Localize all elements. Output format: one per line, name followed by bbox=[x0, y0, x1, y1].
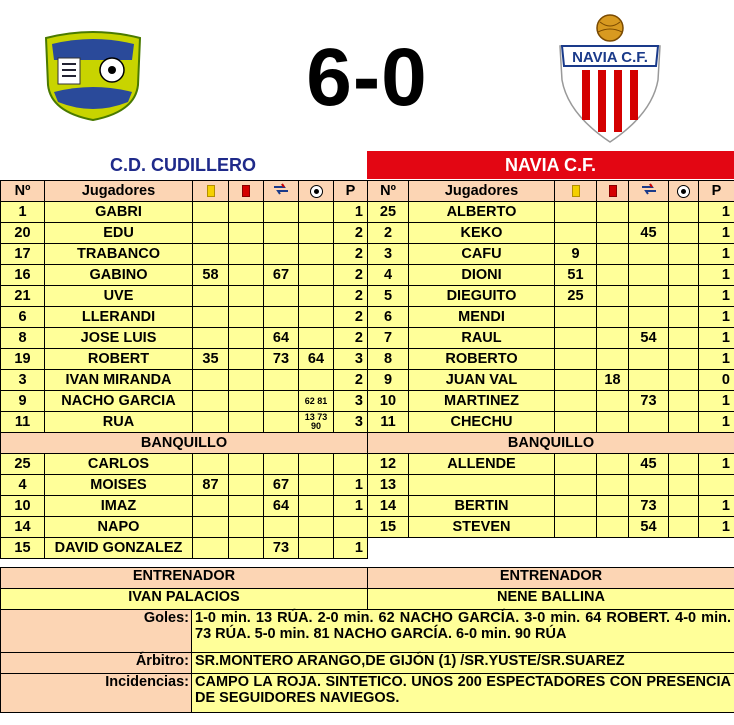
goal-minutes: 64 bbox=[299, 349, 334, 370]
home-coach-label: ENTRENADOR bbox=[1, 568, 368, 589]
yellow-card-minute bbox=[193, 328, 229, 349]
player-number: 9 bbox=[368, 370, 409, 391]
player-number: 3 bbox=[368, 244, 409, 265]
red-card-minute bbox=[229, 286, 264, 307]
player-number: 4 bbox=[1, 475, 45, 496]
yellow-card-minute: 58 bbox=[193, 265, 229, 286]
red-card-minute bbox=[597, 517, 629, 538]
player-points: 0 bbox=[699, 370, 734, 391]
player-points: 2 bbox=[334, 265, 368, 286]
players-header: Jugadores bbox=[409, 181, 555, 202]
red-card-minute bbox=[597, 328, 629, 349]
player-name: DAVID GONZALEZ bbox=[45, 538, 193, 559]
goal-minutes bbox=[669, 475, 699, 496]
player-number: 2 bbox=[368, 223, 409, 244]
substitution-minute: 73 bbox=[264, 538, 299, 559]
goal-minutes bbox=[669, 517, 699, 538]
goal-minutes bbox=[669, 223, 699, 244]
red-card-header bbox=[597, 181, 629, 202]
player-number: 19 bbox=[1, 349, 45, 370]
player-name: ROBERTO bbox=[409, 349, 555, 370]
goal-minutes bbox=[299, 328, 334, 349]
red-card-minute bbox=[597, 223, 629, 244]
red-card-minute bbox=[229, 538, 264, 559]
red-card-icon bbox=[242, 185, 250, 197]
yellow-card-minute bbox=[555, 454, 597, 475]
goal-minutes bbox=[669, 286, 699, 307]
match-header bbox=[0, 0, 734, 150]
player-number: 15 bbox=[1, 538, 45, 559]
table-row bbox=[368, 391, 734, 412]
player-points: 1 bbox=[699, 223, 734, 244]
player-name: ROBERT bbox=[45, 349, 193, 370]
red-card-minute bbox=[597, 454, 629, 475]
red-card-minute bbox=[229, 265, 264, 286]
table-row bbox=[1, 517, 368, 538]
player-name: UVE bbox=[45, 286, 193, 307]
player-name: DIONI bbox=[409, 265, 555, 286]
player-points: 1 bbox=[699, 496, 734, 517]
table-row bbox=[368, 475, 734, 496]
red-card-minute bbox=[229, 370, 264, 391]
substitution-minute bbox=[629, 475, 669, 496]
player-name: IVAN MIRANDA bbox=[45, 370, 193, 391]
player-points: 1 bbox=[699, 412, 734, 433]
player-points bbox=[699, 475, 734, 496]
player-name: KEKO bbox=[409, 223, 555, 244]
table-row bbox=[368, 454, 734, 475]
player-points: 1 bbox=[334, 496, 368, 517]
substitution-minute bbox=[629, 202, 669, 223]
red-card-minute bbox=[597, 349, 629, 370]
goal-minutes: 13 73 90 bbox=[299, 412, 334, 433]
yellow-card-minute: 9 bbox=[555, 244, 597, 265]
substitution-minute: 73 bbox=[629, 496, 669, 517]
substitution-minute bbox=[629, 307, 669, 328]
substitution-minute: 67 bbox=[264, 265, 299, 286]
substitution-minute bbox=[264, 223, 299, 244]
player-points: 2 bbox=[334, 370, 368, 391]
player-number: 14 bbox=[1, 517, 45, 538]
goal-ball-icon bbox=[677, 185, 690, 198]
table-row bbox=[1, 496, 368, 517]
table-row bbox=[368, 223, 734, 244]
substitution-minute bbox=[629, 349, 669, 370]
yellow-card-minute bbox=[193, 538, 229, 559]
yellow-card-minute: 35 bbox=[193, 349, 229, 370]
player-name: TRABANCO bbox=[45, 244, 193, 265]
yellow-card-minute bbox=[193, 412, 229, 433]
goal-minutes bbox=[299, 454, 334, 475]
player-number: 6 bbox=[1, 307, 45, 328]
player-points bbox=[334, 454, 368, 475]
player-points: 1 bbox=[699, 244, 734, 265]
substitution-minute bbox=[264, 454, 299, 475]
yellow-card-minute bbox=[555, 412, 597, 433]
referee-text: SR.MONTERO ARANGO,DE GIJÓN (1) /SR.YUSTE/SR.SUAREZ bbox=[192, 653, 734, 674]
goal-minutes bbox=[669, 244, 699, 265]
yellow-card-minute bbox=[193, 202, 229, 223]
player-number: 13 bbox=[368, 475, 409, 496]
player-name: DIEGUITO bbox=[409, 286, 555, 307]
yellow-card-minute: 87 bbox=[193, 475, 229, 496]
players-header: Jugadores bbox=[45, 181, 193, 202]
player-points: 1 bbox=[699, 454, 734, 475]
yellow-card-minute bbox=[555, 517, 597, 538]
yellow-card-minute bbox=[193, 307, 229, 328]
yellow-card-minute bbox=[193, 454, 229, 475]
table-row bbox=[1, 286, 368, 307]
player-points: 1 bbox=[699, 517, 734, 538]
red-card-minute bbox=[229, 244, 264, 265]
player-number: 21 bbox=[1, 286, 45, 307]
player-points: 2 bbox=[334, 244, 368, 265]
goal-minutes bbox=[299, 370, 334, 391]
red-card-minute bbox=[229, 475, 264, 496]
goal-minutes bbox=[669, 370, 699, 391]
player-points: 3 bbox=[334, 391, 368, 412]
player-points: 3 bbox=[334, 349, 368, 370]
goal-minutes bbox=[669, 412, 699, 433]
goal-minutes bbox=[669, 391, 699, 412]
substitution-minute bbox=[264, 286, 299, 307]
player-name: BERTIN bbox=[409, 496, 555, 517]
substitution-header bbox=[264, 181, 299, 202]
table-row bbox=[368, 286, 734, 307]
player-points: 1 bbox=[699, 202, 734, 223]
table-row bbox=[368, 349, 734, 370]
yellow-card-minute bbox=[555, 391, 597, 412]
yellow-card-minute bbox=[555, 475, 597, 496]
goal-minutes bbox=[299, 517, 334, 538]
table-row bbox=[368, 265, 734, 286]
table-row bbox=[1, 244, 368, 265]
red-card-minute bbox=[597, 475, 629, 496]
player-name: CAFU bbox=[409, 244, 555, 265]
player-points: 1 bbox=[334, 538, 368, 559]
red-card-minute bbox=[229, 328, 264, 349]
table-row bbox=[1, 412, 368, 433]
player-number: 10 bbox=[1, 496, 45, 517]
substitution-icon bbox=[641, 183, 657, 199]
substitution-minute: 45 bbox=[629, 454, 669, 475]
away-bench-row bbox=[368, 433, 734, 454]
substitution-minute: 64 bbox=[264, 496, 299, 517]
player-number: 15 bbox=[368, 517, 409, 538]
bench-label: BANQUILLO bbox=[368, 433, 734, 454]
red-card-minute bbox=[597, 391, 629, 412]
yellow-card-icon bbox=[572, 185, 580, 197]
points-header: P bbox=[334, 181, 368, 202]
yellow-card-minute bbox=[193, 223, 229, 244]
red-card-minute bbox=[229, 496, 264, 517]
referee-label: Árbitro: bbox=[1, 653, 192, 674]
table-row bbox=[368, 517, 734, 538]
table-row bbox=[368, 412, 734, 433]
player-number: 12 bbox=[368, 454, 409, 475]
navia-crest-logo bbox=[552, 14, 668, 144]
red-card-minute bbox=[597, 412, 629, 433]
player-points: 1 bbox=[699, 265, 734, 286]
player-number: 4 bbox=[368, 265, 409, 286]
table-row bbox=[1, 349, 368, 370]
player-name: RUA bbox=[45, 412, 193, 433]
navia-crest-text: NAVIA C.F. bbox=[572, 49, 648, 66]
substitution-minute: 64 bbox=[264, 328, 299, 349]
substitution-minute bbox=[264, 391, 299, 412]
player-number: 17 bbox=[1, 244, 45, 265]
yellow-card-minute bbox=[193, 517, 229, 538]
table-row bbox=[1, 307, 368, 328]
yellow-card-icon bbox=[207, 185, 215, 197]
goal-minutes bbox=[299, 244, 334, 265]
player-points bbox=[334, 517, 368, 538]
substitution-minute bbox=[629, 244, 669, 265]
yellow-card-minute bbox=[193, 391, 229, 412]
table-row bbox=[1, 265, 368, 286]
player-number: 8 bbox=[368, 349, 409, 370]
goal-minutes bbox=[299, 223, 334, 244]
goal-minutes bbox=[669, 307, 699, 328]
red-card-minute bbox=[229, 391, 264, 412]
goal-minutes bbox=[669, 265, 699, 286]
substitution-minute bbox=[629, 265, 669, 286]
substitution-minute: 73 bbox=[629, 391, 669, 412]
goal-minutes bbox=[669, 202, 699, 223]
goal-minutes bbox=[299, 307, 334, 328]
player-name: MENDI bbox=[409, 307, 555, 328]
player-number: 8 bbox=[1, 328, 45, 349]
incidents-label: Incidencias: bbox=[1, 674, 192, 713]
goals-label: Goles: bbox=[1, 610, 192, 653]
player-name: ALBERTO bbox=[409, 202, 555, 223]
player-points: 2 bbox=[334, 286, 368, 307]
goal-minutes bbox=[669, 328, 699, 349]
player-name: JOSE LUIS bbox=[45, 328, 193, 349]
red-card-minute bbox=[597, 286, 629, 307]
home-header-row bbox=[1, 181, 368, 202]
player-number: 25 bbox=[1, 454, 45, 475]
table-row bbox=[1, 223, 368, 244]
goal-minutes bbox=[669, 454, 699, 475]
table-row bbox=[368, 496, 734, 517]
player-number: 10 bbox=[368, 391, 409, 412]
substitution-minute: 54 bbox=[629, 517, 669, 538]
player-name: CHECHU bbox=[409, 412, 555, 433]
goal-minutes bbox=[299, 496, 334, 517]
red-card-minute bbox=[229, 517, 264, 538]
substitution-minute bbox=[264, 517, 299, 538]
player-points: 2 bbox=[334, 223, 368, 244]
match-summary-table bbox=[0, 567, 734, 713]
player-points: 1 bbox=[699, 328, 734, 349]
table-row bbox=[368, 307, 734, 328]
goals-header bbox=[669, 181, 699, 202]
player-number: 14 bbox=[368, 496, 409, 517]
player-points: 1 bbox=[699, 286, 734, 307]
player-name: NACHO GARCIA bbox=[45, 391, 193, 412]
final-score: 6-0 bbox=[306, 32, 428, 123]
player-points: 1 bbox=[699, 349, 734, 370]
player-name: CARLOS bbox=[45, 454, 193, 475]
away-header-row bbox=[368, 181, 734, 202]
player-number: 7 bbox=[368, 328, 409, 349]
yellow-card-minute bbox=[193, 244, 229, 265]
player-name: LLERANDI bbox=[45, 307, 193, 328]
player-name: STEVEN bbox=[409, 517, 555, 538]
table-row bbox=[368, 244, 734, 265]
red-card-header bbox=[229, 181, 264, 202]
red-card-minute bbox=[597, 307, 629, 328]
red-card-minute: 18 bbox=[597, 370, 629, 391]
table-row bbox=[1, 202, 368, 223]
yellow-card-minute bbox=[555, 328, 597, 349]
yellow-card-minute bbox=[555, 496, 597, 517]
table-row bbox=[368, 370, 734, 391]
red-card-minute bbox=[229, 454, 264, 475]
substitution-minute: 45 bbox=[629, 223, 669, 244]
yellow-card-minute bbox=[193, 370, 229, 391]
player-points: 2 bbox=[334, 328, 368, 349]
goal-minutes bbox=[299, 475, 334, 496]
yellow-card-header bbox=[193, 181, 229, 202]
red-card-minute bbox=[597, 265, 629, 286]
red-card-minute bbox=[229, 202, 264, 223]
goal-minutes bbox=[299, 202, 334, 223]
red-card-icon bbox=[609, 185, 617, 197]
goal-minutes bbox=[299, 538, 334, 559]
substitution-minute: 67 bbox=[264, 475, 299, 496]
player-name: JUAN VAL bbox=[409, 370, 555, 391]
yellow-card-minute bbox=[193, 286, 229, 307]
player-points: 1 bbox=[699, 307, 734, 328]
home-coach-name: IVAN PALACIOS bbox=[1, 589, 368, 610]
goal-ball-icon bbox=[310, 185, 323, 198]
player-name: GABINO bbox=[45, 265, 193, 286]
yellow-card-minute bbox=[193, 496, 229, 517]
table-row bbox=[1, 475, 368, 496]
yellow-card-minute bbox=[555, 349, 597, 370]
player-points: 2 bbox=[334, 307, 368, 328]
yellow-card-minute bbox=[555, 202, 597, 223]
substitution-minute bbox=[629, 412, 669, 433]
substitution-minute bbox=[629, 286, 669, 307]
incidents-text: CAMPO LA ROJA. SINTETICO. UNOS 200 ESPECTADORES CON PRESENCIA DE SEGUIDORES NAVIEGOS. bbox=[192, 674, 734, 713]
player-name: MARTINEZ bbox=[409, 391, 555, 412]
player-number: 5 bbox=[368, 286, 409, 307]
away-coach-label: ENTRENADOR bbox=[368, 568, 734, 589]
yellow-card-header bbox=[555, 181, 597, 202]
table-row bbox=[368, 202, 734, 223]
player-name: NAPO bbox=[45, 517, 193, 538]
away-lineup-table bbox=[367, 180, 734, 538]
yellow-card-minute: 51 bbox=[555, 265, 597, 286]
red-card-minute bbox=[597, 244, 629, 265]
player-name: MOISES bbox=[45, 475, 193, 496]
substitution-minute: 54 bbox=[629, 328, 669, 349]
player-number: 25 bbox=[368, 202, 409, 223]
substitution-minute bbox=[629, 370, 669, 391]
player-number: 11 bbox=[368, 412, 409, 433]
yellow-card-minute bbox=[555, 223, 597, 244]
player-name: ALLENDE bbox=[409, 454, 555, 475]
player-points: 3 bbox=[334, 412, 368, 433]
player-points: 1 bbox=[334, 202, 368, 223]
player-name: IMAZ bbox=[45, 496, 193, 517]
red-card-minute bbox=[229, 223, 264, 244]
substitution-header bbox=[629, 181, 669, 202]
goal-minutes bbox=[669, 349, 699, 370]
red-card-minute bbox=[597, 496, 629, 517]
substitution-minute bbox=[264, 370, 299, 391]
away-team-name: NAVIA C.F. bbox=[367, 151, 734, 179]
player-number: 6 bbox=[368, 307, 409, 328]
goal-minutes bbox=[299, 286, 334, 307]
home-bench-row bbox=[1, 433, 368, 454]
table-row bbox=[1, 454, 368, 475]
player-number: 1 bbox=[1, 202, 45, 223]
table-row bbox=[1, 370, 368, 391]
goal-minutes bbox=[299, 265, 334, 286]
cudillero-crest-logo bbox=[40, 30, 146, 122]
player-points: 1 bbox=[334, 475, 368, 496]
table-row bbox=[1, 328, 368, 349]
player-name: RAUL bbox=[409, 328, 555, 349]
red-card-minute bbox=[597, 202, 629, 223]
substitution-icon bbox=[273, 183, 289, 199]
red-card-minute bbox=[229, 307, 264, 328]
number-header: Nº bbox=[368, 181, 409, 202]
table-row bbox=[368, 328, 734, 349]
home-lineup-table bbox=[0, 180, 368, 559]
yellow-card-minute bbox=[555, 307, 597, 328]
red-card-minute bbox=[229, 412, 264, 433]
player-number: 20 bbox=[1, 223, 45, 244]
goals-header bbox=[299, 181, 334, 202]
table-row bbox=[1, 391, 368, 412]
red-card-minute bbox=[229, 349, 264, 370]
substitution-minute bbox=[264, 202, 299, 223]
player-points: 1 bbox=[699, 391, 734, 412]
table-row bbox=[1, 538, 368, 559]
substitution-minute bbox=[264, 412, 299, 433]
player-name: GABRI bbox=[45, 202, 193, 223]
yellow-card-minute bbox=[555, 370, 597, 391]
player-name: EDU bbox=[45, 223, 193, 244]
number-header: Nº bbox=[1, 181, 45, 202]
player-name bbox=[409, 475, 555, 496]
bench-label: BANQUILLO bbox=[1, 433, 368, 454]
home-team-name: C.D. CUDILLERO bbox=[0, 151, 366, 179]
goal-minutes: 62 81 bbox=[299, 391, 334, 412]
away-coach-name: NENE BALLINA bbox=[368, 589, 734, 610]
player-number: 11 bbox=[1, 412, 45, 433]
substitution-minute bbox=[264, 307, 299, 328]
points-header: P bbox=[699, 181, 734, 202]
goal-minutes bbox=[669, 496, 699, 517]
goals-text: 1-0 min. 13 RÚA. 2-0 min. 62 NACHO GARCÍA. 3-0 min. 64 ROBERT. 4-0 min. 73 RÚA. 5-0 min. 81 NACHO GARCÍA. 6-0 min. 90 RÚA bbox=[192, 610, 734, 653]
player-number: 16 bbox=[1, 265, 45, 286]
substitution-minute: 73 bbox=[264, 349, 299, 370]
player-number: 9 bbox=[1, 391, 45, 412]
substitution-minute bbox=[264, 244, 299, 265]
player-number: 3 bbox=[1, 370, 45, 391]
yellow-card-minute: 25 bbox=[555, 286, 597, 307]
